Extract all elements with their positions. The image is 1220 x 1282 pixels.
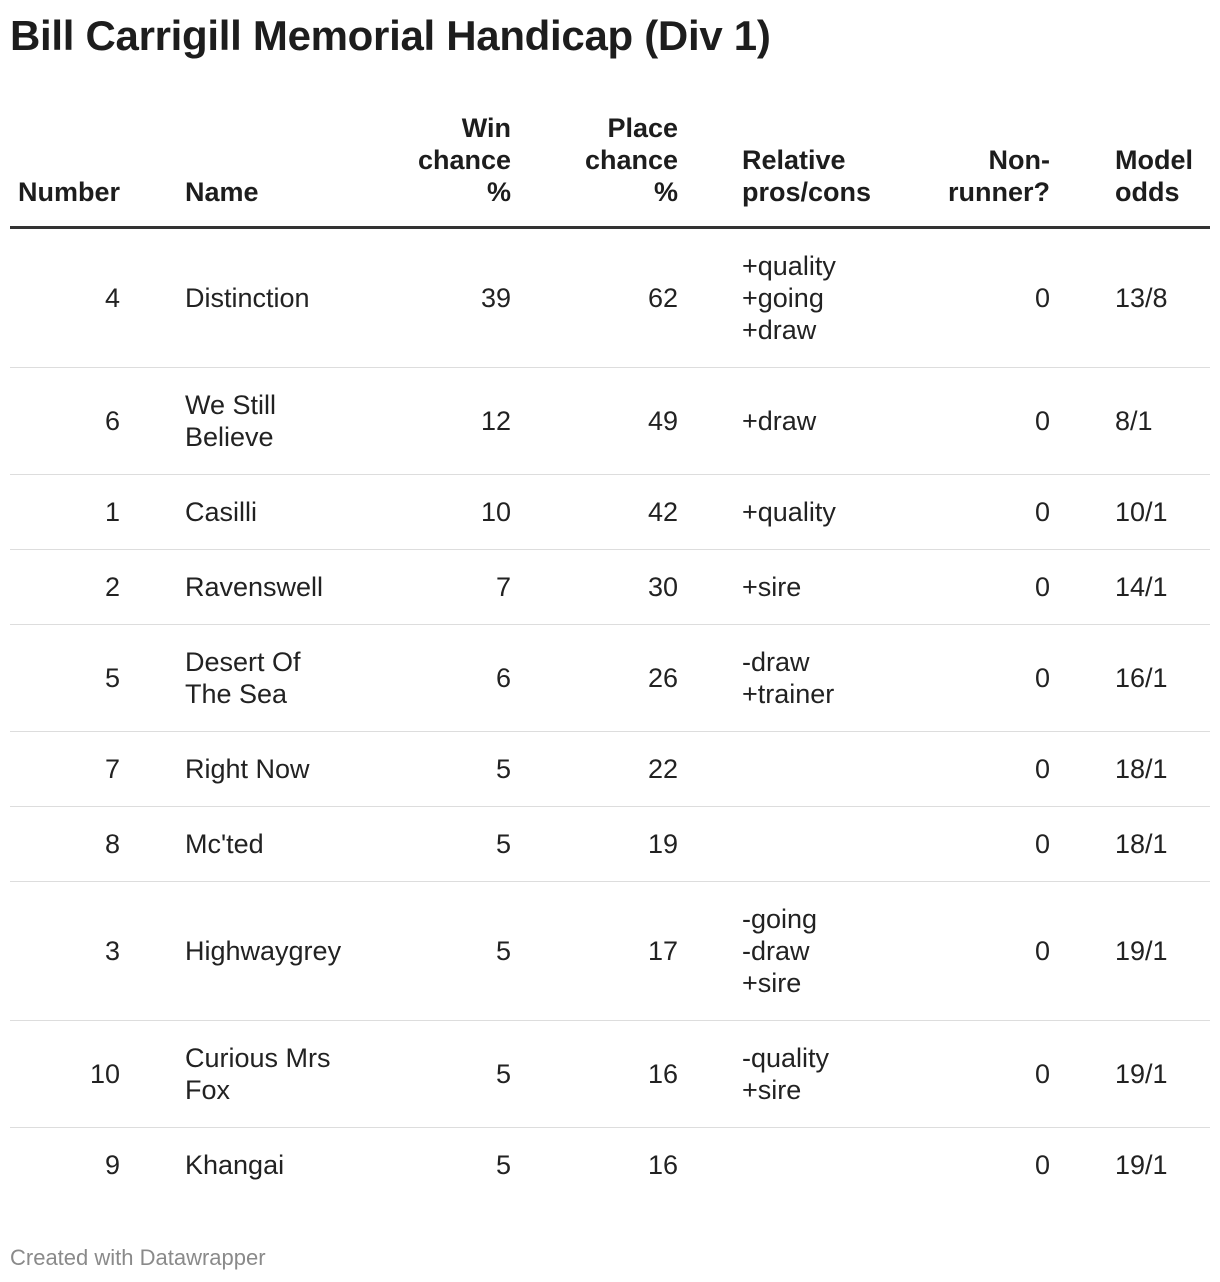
cell-non-runner: 0 <box>880 882 1050 1021</box>
header-non-runner[interactable] <box>880 112 1050 228</box>
cell-win-chance: 5 <box>320 1021 511 1128</box>
header-pros-cons-text: Relative pros/cons <box>742 145 872 207</box>
header-place-chance-text: Place chance % <box>584 113 678 207</box>
cell-model-odds: 18/1 <box>1050 732 1210 807</box>
cell-name <box>120 550 324 625</box>
cell-place-chance: 26 <box>511 625 678 732</box>
table-row <box>10 1021 1210 1128</box>
pros-cons-item: +trainer <box>742 679 835 709</box>
cell-pros-cons <box>678 625 880 732</box>
cell-non-runner: 0 <box>880 1021 1050 1128</box>
cell-place-chance: 62 <box>511 228 678 368</box>
table-row <box>10 625 1210 732</box>
pros-cons-item: -draw <box>742 647 810 677</box>
cell-number: 1 <box>10 475 120 550</box>
cell-non-runner: 0 <box>880 368 1050 475</box>
table-header-row <box>10 112 1210 228</box>
cell-model-odds: 10/1 <box>1050 475 1210 550</box>
pros-cons-item: +draw <box>742 406 817 436</box>
header-model-odds[interactable] <box>1050 112 1210 228</box>
cell-number: 6 <box>10 368 120 475</box>
cell-name <box>120 228 320 368</box>
pros-cons-item: +sire <box>742 968 802 998</box>
cell-name <box>120 1128 320 1203</box>
header-number[interactable]: Number <box>10 112 120 228</box>
cell-non-runner: 0 <box>880 550 1050 625</box>
cell-name <box>120 882 342 1021</box>
pros-cons-item: -draw <box>742 936 810 966</box>
cell-name <box>120 368 320 475</box>
cell-model-odds: 19/1 <box>1050 1021 1210 1128</box>
header-win-chance-text: Win chance % <box>417 113 511 207</box>
cell-non-runner: 0 <box>880 475 1050 550</box>
cell-win-chance: 5 <box>495 1150 511 1180</box>
header-win-chance[interactable] <box>320 112 511 228</box>
table-row <box>10 732 1210 807</box>
cell-number: 3 <box>10 882 120 1021</box>
pros-cons-item: +draw <box>742 315 817 345</box>
cell-model-odds: 19/1 <box>1050 882 1210 1021</box>
horse-name: Curious Mrs Fox <box>185 1043 331 1105</box>
footer-credit: Created with Datawrapper <box>10 1245 266 1270</box>
cell-number: 5 <box>10 625 120 732</box>
cell-win-chance: 6 <box>320 625 511 732</box>
cell-number: 7 <box>10 732 120 807</box>
cell-pros-cons <box>678 228 880 368</box>
cell-pros-cons <box>678 475 880 550</box>
cell-place-chance: 16 <box>511 1021 678 1128</box>
pros-cons-item: +quality <box>742 497 836 527</box>
pros-cons-item: +sire <box>742 1075 802 1105</box>
cell-win-chance: 5 <box>320 882 511 1021</box>
pros-cons-item: -quality <box>742 1043 830 1073</box>
horse-name: Khangai <box>185 1150 285 1180</box>
cell-model-odds: 18/1 <box>1050 807 1210 882</box>
cell-non-runner: 0 <box>1034 1150 1050 1180</box>
cell-model-odds: 16/1 <box>1050 625 1210 732</box>
header-model-odds-text: Model odds <box>1115 145 1193 207</box>
pros-cons-item: +going <box>742 283 824 313</box>
table-row <box>10 368 1210 475</box>
cell-name <box>120 807 320 882</box>
cell-name <box>120 1021 331 1128</box>
cell-win-chance: 10 <box>320 475 511 550</box>
cell-model-odds: 8/1 <box>1050 368 1210 475</box>
cell-win-chance: 12 <box>320 368 511 475</box>
horse-name: We Still Believe <box>185 390 277 452</box>
cell-model-odds: 19/1 <box>1115 1150 1168 1180</box>
cell-place-chance: 17 <box>511 882 678 1021</box>
table-body <box>10 228 1210 1203</box>
cell-non-runner: 0 <box>880 625 1050 732</box>
horse-name: Ravenswell <box>185 572 324 602</box>
cell-number: 9 <box>104 1150 120 1180</box>
cell-place-chance: 49 <box>511 368 678 475</box>
cell-number: 10 <box>10 1021 120 1128</box>
table-row <box>10 1128 1210 1203</box>
cell-win-chance: 5 <box>320 732 511 807</box>
cell-pros-cons <box>678 368 880 475</box>
pros-cons-item: +sire <box>742 572 802 602</box>
cell-pros-cons <box>678 550 880 625</box>
cell-place-chance: 16 <box>647 1150 678 1180</box>
horse-name: Desert Of The Sea <box>185 647 301 709</box>
cell-number: 4 <box>10 228 120 368</box>
cell-win-chance: 7 <box>320 550 511 625</box>
cell-pros-cons <box>678 732 880 807</box>
cell-pros-cons <box>678 1021 880 1128</box>
table-row <box>10 807 1210 882</box>
header-pros-cons[interactable] <box>678 112 880 228</box>
cell-win-chance: 5 <box>320 807 511 882</box>
table-row <box>10 550 1210 625</box>
cell-name <box>120 475 320 550</box>
horse-name: Highwaygrey <box>185 936 342 966</box>
table-row <box>10 228 1210 368</box>
header-place-chance[interactable] <box>511 112 678 228</box>
cell-pros-cons <box>678 882 880 1021</box>
cell-place-chance: 42 <box>511 475 678 550</box>
cell-name <box>120 625 320 732</box>
horse-name: Casilli <box>185 497 258 527</box>
results-table-wrapper <box>10 112 1210 1202</box>
cell-model-odds: 13/8 <box>1050 228 1210 368</box>
cell-non-runner: 0 <box>880 228 1050 368</box>
cell-place-chance: 19 <box>511 807 678 882</box>
cell-name <box>120 732 320 807</box>
table-row <box>10 882 1210 1021</box>
cell-win-chance: 39 <box>320 228 511 368</box>
pros-cons-item: -going <box>742 904 818 934</box>
cell-place-chance: 30 <box>511 550 678 625</box>
cell-model-odds: 14/1 <box>1050 550 1210 625</box>
header-name[interactable]: Name <box>120 112 320 228</box>
pros-cons-item: +quality <box>742 251 836 281</box>
page-title: Bill Carrigill Memorial Handicap (Div 1) <box>10 12 771 59</box>
cell-pros-cons <box>678 807 880 882</box>
table-row <box>10 475 1210 550</box>
cell-number: 2 <box>10 550 120 625</box>
cell-non-runner: 0 <box>880 732 1050 807</box>
cell-non-runner: 0 <box>880 807 1050 882</box>
horse-name: Right Now <box>185 754 310 784</box>
cell-place-chance: 22 <box>511 732 678 807</box>
results-table <box>10 112 1210 1202</box>
horse-name: Mc'ted <box>185 829 264 859</box>
cell-number: 8 <box>10 807 120 882</box>
cell-pros-cons <box>678 1128 880 1203</box>
header-non-runner-text: Non-runner? <box>947 145 1050 207</box>
horse-name: Distinction <box>185 283 310 313</box>
